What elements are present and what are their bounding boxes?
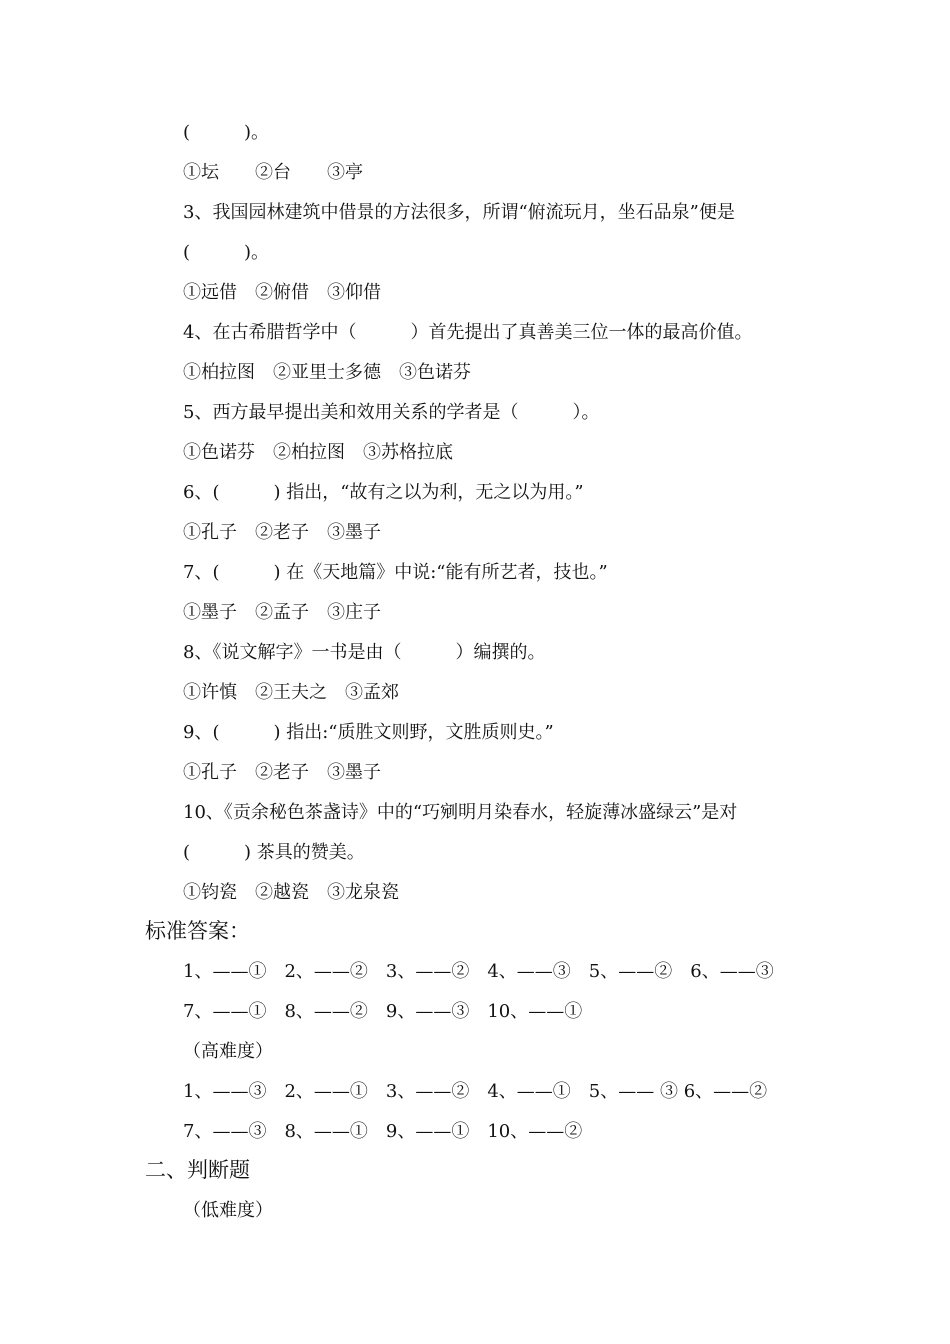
question-5-options: ①色诺芬 ②柏拉图 ③苏格拉底 bbox=[183, 442, 453, 463]
high-difficulty-label: （高难度） bbox=[183, 1041, 273, 1062]
section-2-heading: 二、判断题 bbox=[145, 1158, 250, 1182]
question-2-options: ①坛 ②台 ③亭 bbox=[183, 162, 363, 183]
question-3-blank: ( )。 bbox=[183, 242, 270, 263]
answers-low-row-1: 1、——① 2、——② 3、——② 4、——③ 5、——② 6、——③ bbox=[183, 961, 774, 982]
question-3: 3、我国园林建筑中借景的方法很多，所谓“俯流玩月，坐石品泉”便是 bbox=[183, 202, 735, 223]
answers-heading: 标准答案： bbox=[145, 919, 250, 943]
question-4-options: ①柏拉图 ②亚里士多德 ③色诺芬 bbox=[183, 362, 471, 383]
low-difficulty-label: （低难度） bbox=[183, 1200, 273, 1221]
question-5: 5、西方最早提出美和效用关系的学者是（ ）。 bbox=[183, 402, 600, 423]
answers-low-row-2: 7、——① 8、——② 9、——③ 10、——① bbox=[183, 1001, 583, 1022]
question-10-blank: ( ) 茶具的赞美。 bbox=[183, 842, 365, 863]
question-9: 9、( ) 指出:“质胜文则野，文胜质则史。” bbox=[183, 722, 554, 743]
question-7-options: ①墨子 ②孟子 ③庄子 bbox=[183, 602, 381, 623]
answers-high-row-2: 7、——③ 8、——① 9、——① 10、——② bbox=[183, 1121, 583, 1142]
question-6: 6、( ) 指出，“故有之以为利，无之以为用。” bbox=[183, 482, 584, 503]
question-8-options: ①许慎 ②王夫之 ③孟郊 bbox=[183, 682, 399, 703]
question-7: 7、( ) 在《天地篇》中说:“能有所艺者，技也。” bbox=[183, 562, 608, 583]
question-4: 4、在古希腊哲学中（ ）首先提出了真善美三位一体的最高价值。 bbox=[183, 322, 753, 343]
question-2-blank: ( )。 bbox=[183, 122, 270, 143]
question-9-options: ①孔子 ②老子 ③墨子 bbox=[183, 762, 381, 783]
question-3-options: ①远借 ②俯借 ③仰借 bbox=[183, 282, 381, 303]
answers-high-row-1: 1、——③ 2、——① 3、——② 4、——① 5、—— ③ 6、——② bbox=[183, 1081, 768, 1102]
question-6-options: ①孔子 ②老子 ③墨子 bbox=[183, 522, 381, 543]
question-8: 8、《说文解字》一书是由（ ）编撰的。 bbox=[183, 642, 546, 663]
question-10-options: ①钧瓷 ②越瓷 ③龙泉瓷 bbox=[183, 882, 399, 903]
question-10: 10、《贡余秘色茶盏诗》中的“巧剜明月染春水，轻旋薄冰盛绿云”是对 bbox=[183, 802, 738, 823]
